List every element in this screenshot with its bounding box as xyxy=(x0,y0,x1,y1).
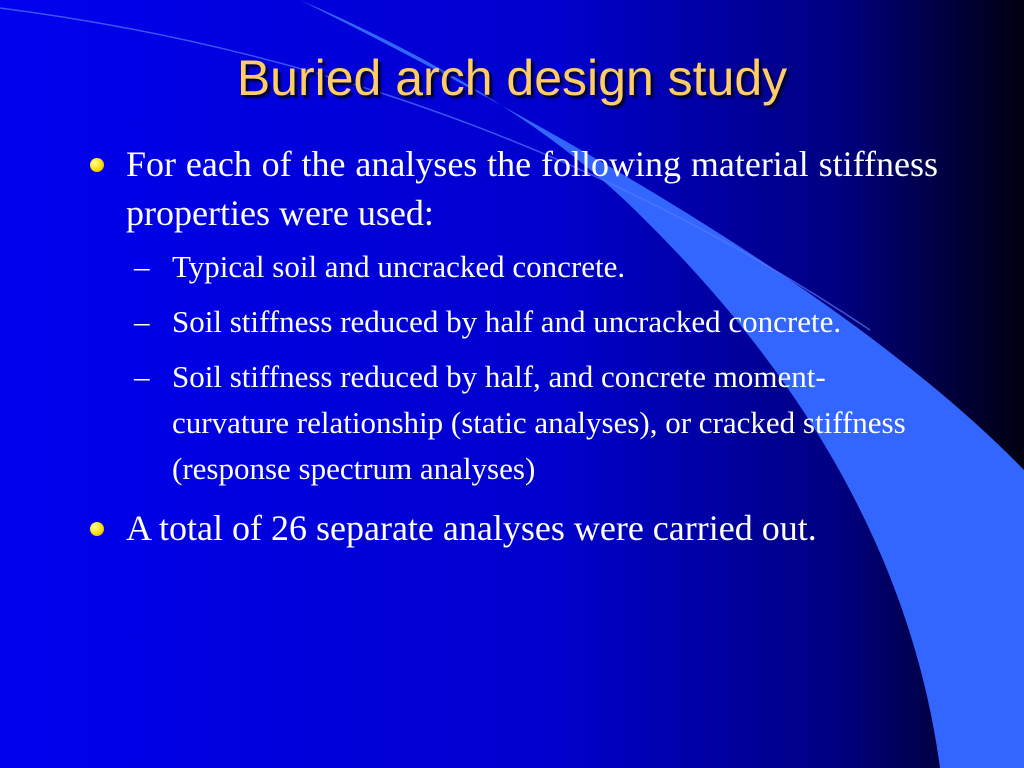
bullet-item xyxy=(90,140,938,238)
bullet-label: For each of the analyses the following material stiffness properties were used: xyxy=(126,144,938,233)
slide-title: Buried arch design study xyxy=(236,50,788,106)
sub-bullet-list xyxy=(134,244,938,492)
dash-marker: – xyxy=(134,359,150,394)
sub-bullet-item xyxy=(134,299,938,345)
bullet-item xyxy=(90,504,938,553)
bullet-dot-icon xyxy=(90,522,104,536)
bullet-text xyxy=(126,140,938,238)
bullet-label: A total of 26 separate analyses were carried out. xyxy=(126,508,817,548)
sub-bullet-item xyxy=(134,354,938,492)
sub-bullet-text: Typical soil and uncracked concrete. xyxy=(172,249,626,284)
dash-marker: – xyxy=(134,249,150,284)
sub-bullet-text: Soil stiffness reduced by half and uncracked concrete. xyxy=(172,304,842,339)
dash-marker: – xyxy=(134,304,150,339)
slide-content xyxy=(90,140,938,553)
bullet-dot-icon xyxy=(90,158,104,172)
bullet-text xyxy=(126,504,938,553)
sub-bullet-text: Soil stiffness reduced by half, and concrete moment-curvature relationship (static analyses), or cracked stiffness (response spectrum analyses) xyxy=(172,359,906,486)
sub-bullet-item xyxy=(134,244,938,290)
